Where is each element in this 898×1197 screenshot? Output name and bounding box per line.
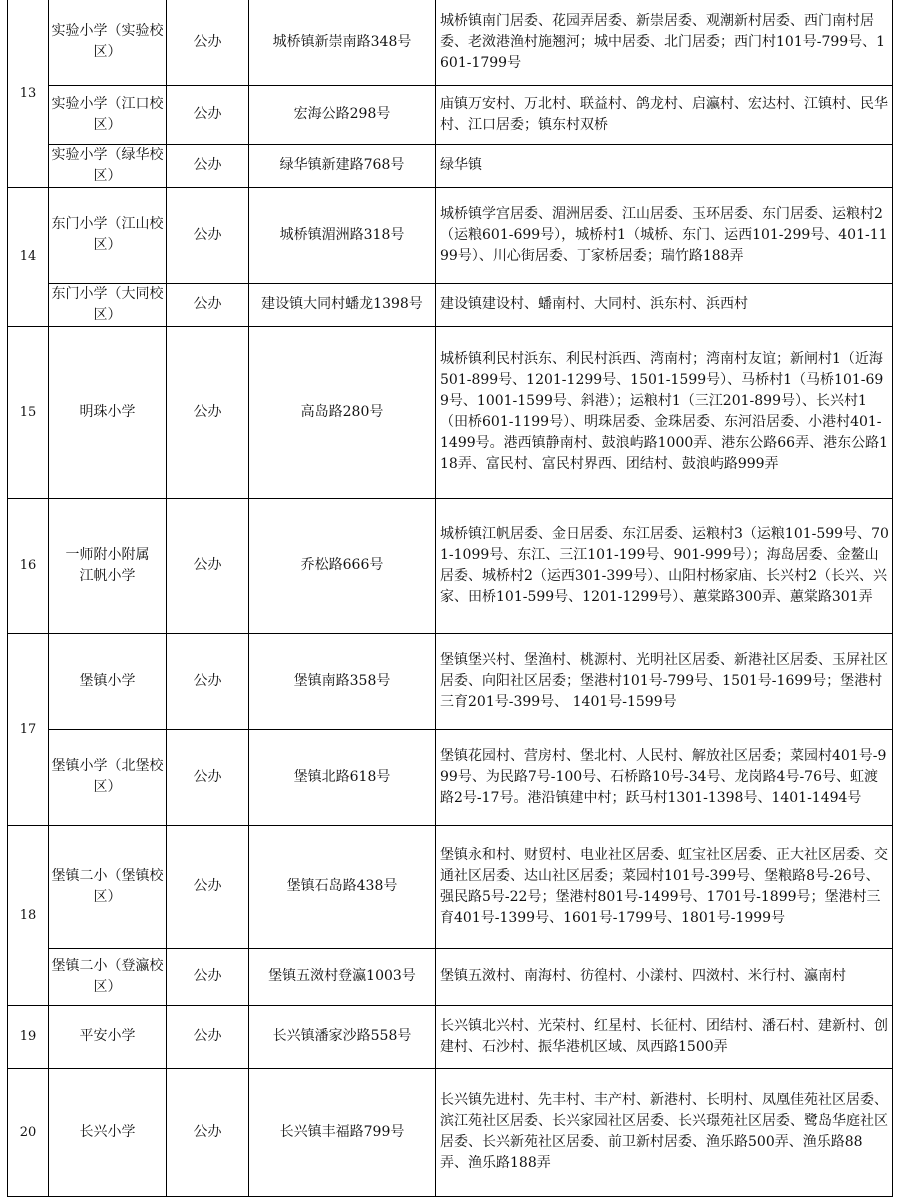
enrollment-area: 堡镇永和村、财贸村、电业社区居委、虹宝社区居委、正大社区居委、交通社区居委、达山社区居委；菜园村101号-399号、堡粮路8号-26号、强民路5号-22号；堡港村801号-1499号、1701号-1899号；堡港村三育401号-1399号、1601号-1799号、1801号-1999号 <box>436 825 893 948</box>
table-row <box>8 283 893 326</box>
school-address: 乔松路666号 <box>249 498 436 633</box>
school-name: 明珠小学 <box>49 326 167 498</box>
school-name: 堡镇小学 <box>49 633 167 729</box>
school-name: 平安小学 <box>49 1005 167 1068</box>
enrollment-area: 建设镇建设村、蟠南村、大同村、浜东村、浜西村 <box>436 283 893 326</box>
school-name: 长兴小学 <box>49 1068 167 1196</box>
school-address: 城桥镇湄洲路318号 <box>249 187 436 283</box>
table-row <box>8 326 893 498</box>
enrollment-area: 长兴镇先进村、先丰村、丰产村、新港村、长明村、凤凰佳苑社区居委、滨江苑社区居委、长兴家园社区居委、长兴璟苑社区居委、鹭岛华庭社区居委、长兴新苑社区居委、前卫新村居委、渔乐路500弄、渔乐路88弄、渔乐路188弄 <box>436 1068 893 1196</box>
school-name: 实验小学（实验校区） <box>49 0 167 85</box>
school-type: 公办 <box>167 729 249 825</box>
school-type: 公办 <box>167 948 249 1005</box>
school-type: 公办 <box>167 85 249 144</box>
table-row <box>8 144 893 187</box>
school-address: 堡镇南路358号 <box>249 633 436 729</box>
school-name: 实验小学（江口校区） <box>49 85 167 144</box>
school-district-table <box>7 0 893 1197</box>
school-address: 堡镇北路618号 <box>249 729 436 825</box>
enrollment-area: 城桥镇利民村浜东、利民村浜西、湾南村；湾南村友谊；新闸村1（近海501-899号、1201-1299号、1501-1599号）、马桥村1（马桥101-699号、1001-1599号、斜港）；运粮村1（三江201-899号）、长兴村1（田桥601-1199号）、明珠居委、金珠居委、东河沿居委、小港村401-1499号。港西镇静南村、鼓浪屿路1000弄、港东公路66弄、港东公路118弄、富民村、富民村界西、团结村、鼓浪屿路999弄 <box>436 326 893 498</box>
school-address: 堡镇石岛路438号 <box>249 825 436 948</box>
row-number: 16 <box>8 498 49 633</box>
school-address: 堡镇五滧村登瀛1003号 <box>249 948 436 1005</box>
table-row <box>8 825 893 948</box>
row-number: 19 <box>8 1005 49 1068</box>
enrollment-area: 城桥镇南门居委、花园弄居委、新崇居委、观潮新村居委、西门南村居委、老滧港渔村施翘河；城中居委、北门居委；西门村101号-799号、1601-1799号 <box>436 0 893 85</box>
row-number: 13 <box>8 0 49 187</box>
school-address: 城桥镇新崇南路348号 <box>249 0 436 85</box>
school-address: 高岛路280号 <box>249 326 436 498</box>
school-type: 公办 <box>167 0 249 85</box>
school-type: 公办 <box>167 1068 249 1196</box>
school-type: 公办 <box>167 825 249 948</box>
enrollment-area: 城桥镇学宫居委、湄洲居委、江山居委、玉环居委、东门居委、运粮村2（运粮601-699号），城桥村1（城桥、东门、运西101-299号、401-1199号）、川心街居委、丁家桥居委；瑞竹路188弄 <box>436 187 893 283</box>
school-address: 绿华镇新建路768号 <box>249 144 436 187</box>
row-number: 18 <box>8 825 49 1005</box>
table-row <box>8 729 893 825</box>
enrollment-area: 长兴镇北兴村、光荣村、红星村、长征村、团结村、潘石村、建新村、创建村、石沙村、振华港机区域、凤西路1500弄 <box>436 1005 893 1068</box>
table-row <box>8 498 893 633</box>
school-address: 宏海公路298号 <box>249 85 436 144</box>
school-type: 公办 <box>167 283 249 326</box>
school-name: 东门小学（大同校区） <box>49 283 167 326</box>
enrollment-area: 堡镇五滧村、南海村、彷徨村、小漾村、四滧村、米行村、瀛南村 <box>436 948 893 1005</box>
row-number: 17 <box>8 633 49 825</box>
table-row <box>8 1068 893 1196</box>
table-row <box>8 85 893 144</box>
table-row <box>8 1005 893 1068</box>
row-number: 15 <box>8 326 49 498</box>
school-type: 公办 <box>167 498 249 633</box>
school-type: 公办 <box>167 144 249 187</box>
enrollment-area: 庙镇万安村、万北村、联益村、鸽龙村、启瀛村、宏达村、江镇村、民华村、江口居委；镇东村双桥 <box>436 85 893 144</box>
school-address: 长兴镇潘家沙路558号 <box>249 1005 436 1068</box>
row-number: 14 <box>8 187 49 326</box>
row-number: 20 <box>8 1068 49 1196</box>
school-name: 东门小学（江山校区） <box>49 187 167 283</box>
table-row <box>8 187 893 283</box>
school-name: 实验小学（绿华校区） <box>49 144 167 187</box>
table-row <box>8 0 893 85</box>
school-type: 公办 <box>167 1005 249 1068</box>
school-address: 长兴镇丰福路799号 <box>249 1068 436 1196</box>
school-name: 一师附小附属江帆小学 <box>49 498 167 633</box>
table-row <box>8 633 893 729</box>
school-type: 公办 <box>167 326 249 498</box>
table-row <box>8 948 893 1005</box>
enrollment-area: 堡镇堡兴村、堡渔村、桃源村、光明社区居委、新港社区居委、玉屏社区居委、向阳社区居委；堡港村101号-799号、1501号-1699号；堡港村三育201号-399号、 1401号-1599号 <box>436 633 893 729</box>
school-type: 公办 <box>167 633 249 729</box>
school-type: 公办 <box>167 187 249 283</box>
school-name: 堡镇二小（登瀛校区） <box>49 948 167 1005</box>
enrollment-area: 堡镇花园村、营房村、堡北村、人民村、解放社区居委；菜园村401号-999号、为民路7号-100号、石桥路10号-34号、龙岗路4号-76号、虹渡路2号-17号。港沿镇建中村；跃马村1301-1398号、1401-1494号 <box>436 729 893 825</box>
enrollment-area: 城桥镇江帆居委、金日居委、东江居委、运粮村3（运粮101-599号、701-1099号、东江、三江101-199号、901-999号）；海岛居委、金鳌山居委、城桥村2（运西301-399号）、山阳村杨家庙、长兴村2（长兴、兴家、田桥101-599号、1201-1299号）、蕙棠路300弄、蕙棠路301弄 <box>436 498 893 633</box>
school-name: 堡镇二小（堡镇校区） <box>49 825 167 948</box>
enrollment-area: 绿华镇 <box>436 144 893 187</box>
school-address: 建设镇大同村蟠龙1398号 <box>249 283 436 326</box>
school-name: 堡镇小学（北堡校区） <box>49 729 167 825</box>
